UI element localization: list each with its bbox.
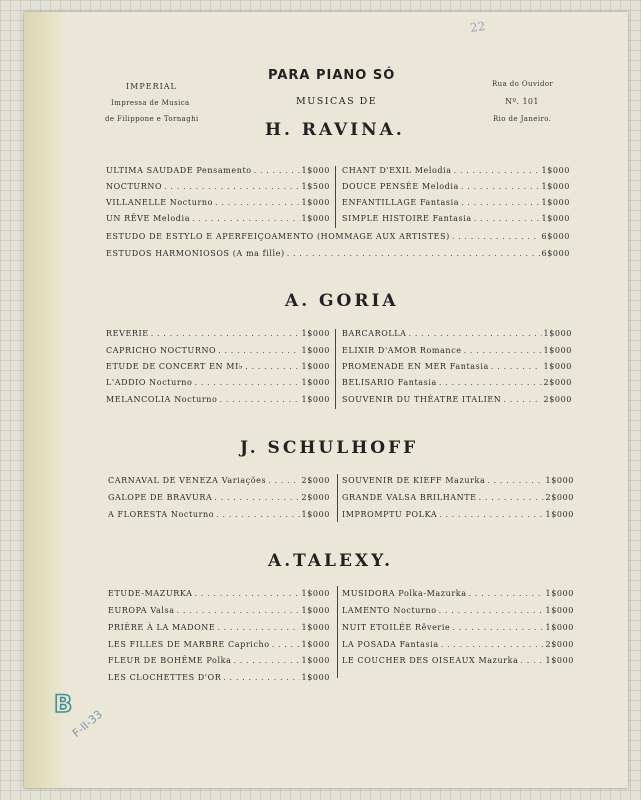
- column-divider: [335, 166, 336, 228]
- list-item: CARNAVAL DE VENEZA Variações . . . 2$000: [108, 476, 330, 485]
- list-item: GRANDE VALSA BRILHANTE . . . 2$000: [342, 493, 574, 502]
- list-item: SIMPLE HISTOIRE Fantasia . . . 1$000: [342, 214, 570, 223]
- list-item: MUSIDORA Polka-Mazurka . . . 1$000: [342, 589, 574, 598]
- list-item: SOUVENIR DE KIEFF Mazurka . . . 1$000: [342, 476, 574, 485]
- svg-text:B: B: [54, 690, 73, 716]
- list-item: CAPRICHO NOCTURNO . . . 1$000: [106, 346, 330, 355]
- list-item: L'ADDIO Nocturno . . . 1$000: [106, 378, 330, 387]
- address-line-2: Nº. 101: [505, 97, 539, 106]
- binding-strip: [24, 12, 66, 788]
- publisher-line-1: IMPERIAL: [126, 82, 177, 91]
- list-item: ENFANTILLAGE Fantasia . . . 1$000: [342, 198, 570, 207]
- list-item: LE COUCHER DES OISEAUX Mazurka . . . 1$000: [342, 656, 574, 665]
- column-divider: [335, 329, 336, 409]
- list-item: ETUDE DE CONCERT EN MI♭ . . . 1$000: [106, 362, 330, 371]
- shelfmark: F-II-33: [70, 707, 105, 740]
- composer-heading: J. SCHULHOFF: [240, 438, 419, 458]
- publisher-line-2: Impressa de Musica: [111, 99, 190, 107]
- list-item: PRIÈRE À LA MADONE . . . 1$000: [108, 623, 330, 632]
- list-item: NUIT ETOILÉE Rêverie . . . 1$000: [342, 623, 574, 632]
- list-item: LAMENTO Nocturno . . . 1$000: [342, 606, 574, 615]
- list-item: DOUCE PENSÉE Melodia . . . 1$000: [342, 182, 570, 191]
- composer-heading: A. GORIA: [285, 291, 399, 311]
- list-item: FLEUR DE BOHÊME Polka . . . 1$000: [108, 656, 330, 665]
- list-item: LES CLOCHETTES D'OR . . . 1$000: [108, 673, 330, 682]
- list-item: ULTIMA SAUDADE Pensamento . . . 1$000: [106, 166, 330, 175]
- list-item: ELIXIR D'AMOR Romance . . . 1$000: [342, 346, 572, 355]
- list-item: BARCAROLLA . . . 1$000: [342, 329, 572, 338]
- list-item: ESTUDOS HARMONIOSOS (A ma fille) . . . 6$000: [106, 249, 570, 258]
- corner-pencil-mark: 22: [469, 19, 487, 35]
- list-item: SOUVENIR DU THÉATRE ITALIEN . . . 2$000: [342, 395, 572, 404]
- column-divider: [337, 586, 338, 678]
- list-item: BELISARIO Fantasia . . . 2$000: [342, 378, 572, 387]
- page-subtitle: MUSICAS DE: [296, 96, 378, 107]
- list-item: VILLANELLE Nocturno . . . 1$000: [106, 198, 330, 207]
- list-item: REVERIE . . . 1$000: [106, 329, 330, 338]
- address-line-3: Rio de Janeiro.: [493, 115, 552, 123]
- list-item: ESTUDO DE ESTYLO E APERFEIÇOAMENTO (HOMMAGE AUX ARTISTES) . . . 6$000: [106, 232, 570, 241]
- list-item: EUROPA Valsa . . . 1$000: [108, 606, 330, 615]
- library-stamp-icon: [52, 690, 78, 716]
- list-item: A FLORESTA Nocturno . . . 1$000: [108, 510, 330, 519]
- list-item: PROMENADE EN MER Fantasia . . . 1$000: [342, 362, 572, 371]
- list-item: LES FILLES DE MARBRE Capricho . . . 1$000: [108, 640, 330, 649]
- address-line-1: Rua do Ouvidor: [492, 80, 554, 88]
- list-item: CHANT D'EXIL Melodia . . . 1$000: [342, 166, 570, 175]
- list-item: GALOPE DE BRAVURA . . . 2$000: [108, 493, 330, 502]
- composer-heading: H. RAVINA.: [265, 120, 405, 140]
- list-item: ETUDE-MAZURKA . . . 1$000: [108, 589, 330, 598]
- list-item: IMPROMPTU POLKA . . . 1$000: [342, 510, 574, 519]
- list-item: LA POSADA Fantasia . . . 2$000: [342, 640, 574, 649]
- list-item: MELANCOLIA Nocturno . . . 1$000: [106, 395, 330, 404]
- column-divider: [337, 474, 338, 522]
- list-item: NOCTURNO . . . 1$500: [106, 182, 330, 191]
- publisher-line-3: de Filippone e Tornaghi: [105, 115, 199, 123]
- page-title: PARA PIANO SÓ: [268, 68, 396, 83]
- list-item: UN RÊVE Melodia . . . 1$000: [106, 214, 330, 223]
- composer-heading: A.TALEXY.: [268, 551, 393, 571]
